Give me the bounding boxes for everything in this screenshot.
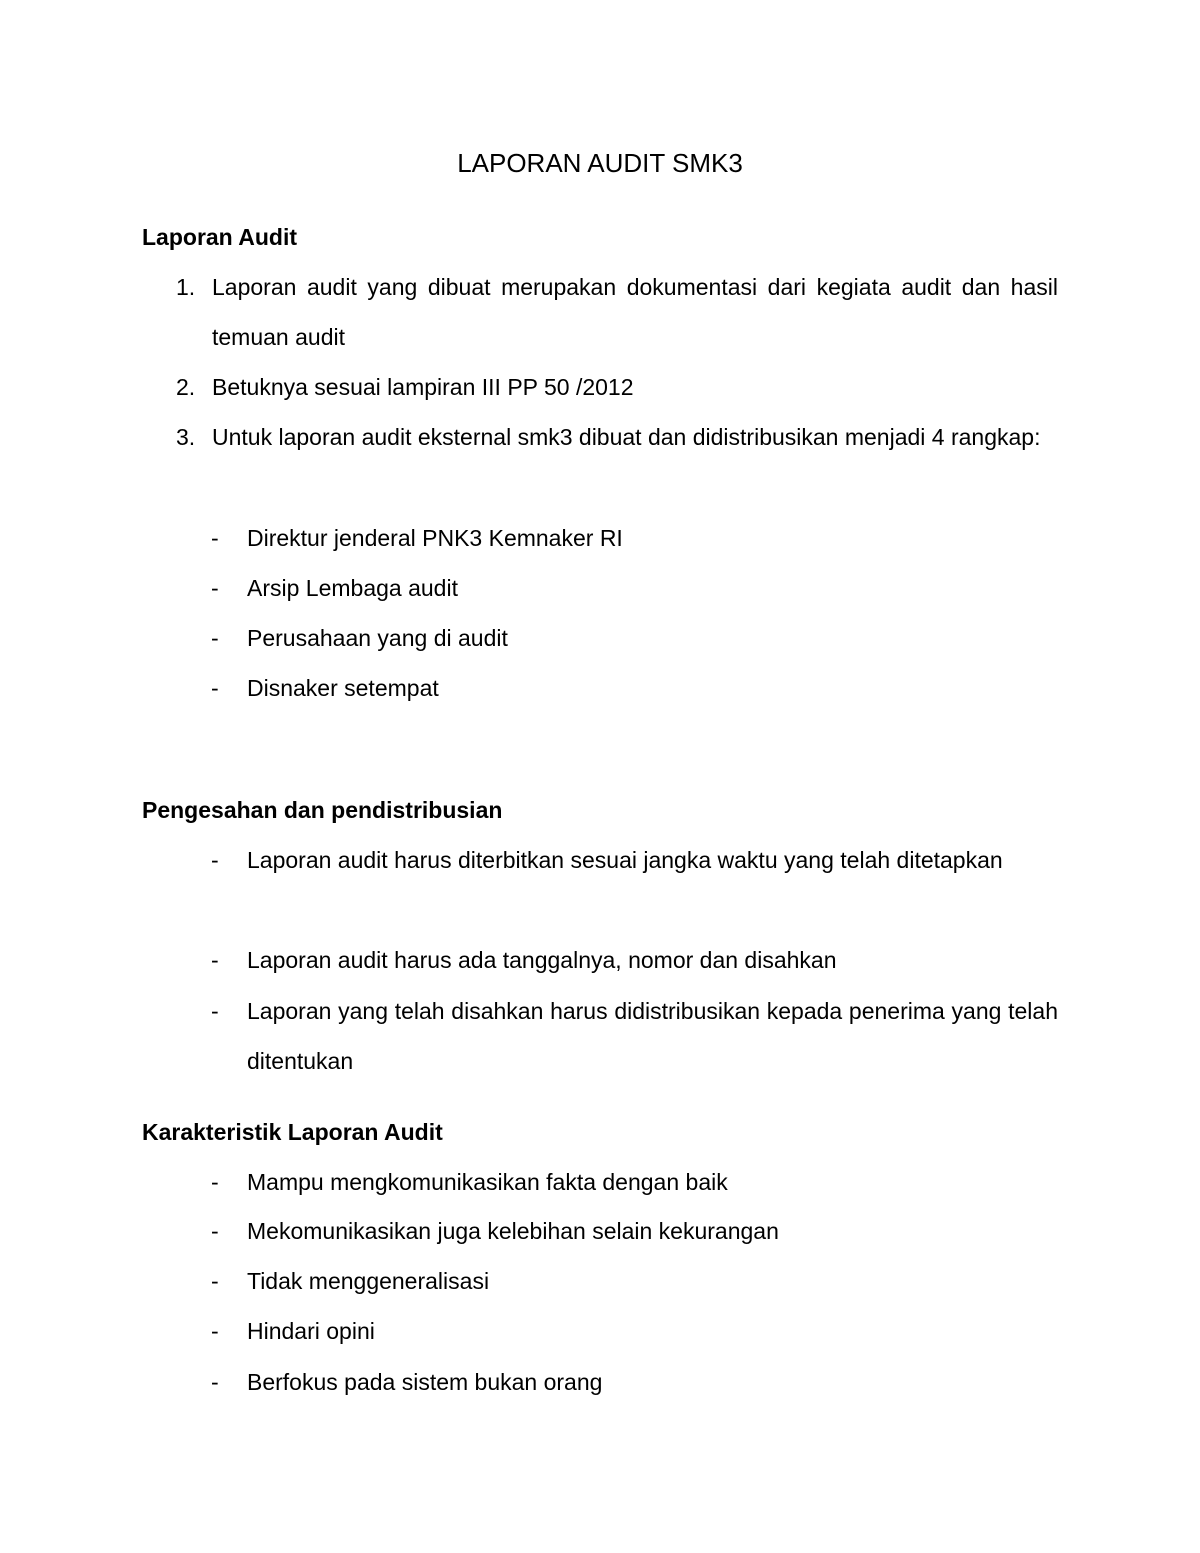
dash-bullet: - xyxy=(211,525,219,551)
bullet-text: Mampu mengkomunikasikan fakta dengan baik xyxy=(247,1169,728,1195)
list-item-text: Betuknya sesuai lampiran III PP 50 /2012 xyxy=(212,374,634,400)
bullet-text: Laporan audit harus ada tanggalnya, nomor dan disahkan xyxy=(247,947,837,973)
bullet-text: Perusahaan yang di audit xyxy=(247,625,508,651)
bullet-text: Mekomunikasikan juga kelebihan selain kekurangan xyxy=(247,1218,779,1244)
dash-bullet: - xyxy=(211,675,219,701)
dash-bullet: - xyxy=(211,947,219,973)
dash-bullet: - xyxy=(211,1218,219,1244)
dash-bullet: - xyxy=(211,625,219,651)
dash-bullet: - xyxy=(211,1268,219,1294)
bullet-text: Direktur jenderal PNK3 Kemnaker RI xyxy=(247,525,623,551)
bullet-text: Disnaker setempat xyxy=(247,675,439,701)
section-heading-karakteristik: Karakteristik Laporan Audit xyxy=(142,1119,443,1145)
bullet-text: Laporan audit harus diterbitkan sesuai jangka waktu yang telah ditetapkan xyxy=(247,847,1003,873)
bullet-text: Laporan yang telah disahkan harus didistribusikan kepada penerima yang telah ditentukan xyxy=(247,998,1058,1074)
dash-bullet: - xyxy=(211,1369,219,1395)
list-item-text: Laporan audit yang dibuat merupakan dokumentasi dari kegiata audit dan hasil temuan audit xyxy=(212,274,1058,350)
dash-bullet: - xyxy=(211,847,219,873)
bullet-text: Tidak menggeneralisasi xyxy=(247,1268,490,1294)
dash-bullet: - xyxy=(211,998,219,1024)
section-heading-laporan-audit: Laporan Audit xyxy=(142,224,298,250)
bullet-text: Arsip Lembaga audit xyxy=(247,575,458,601)
document-title: LAPORAN AUDIT SMK3 xyxy=(457,148,743,178)
bullet-text: Hindari opini xyxy=(247,1318,375,1344)
list-number: 1. xyxy=(176,274,196,300)
bullet-text: Berfokus pada sistem bukan orang xyxy=(247,1369,603,1395)
list-item-text: Untuk laporan audit eksternal smk3 dibuat dan didistribusikan menjadi 4 rangkap: xyxy=(212,424,1041,450)
list-number: 2. xyxy=(176,374,196,400)
dash-bullet: - xyxy=(211,575,219,601)
dash-bullet: - xyxy=(211,1318,219,1344)
dash-bullet: - xyxy=(211,1169,219,1195)
list-number: 3. xyxy=(176,424,196,450)
section-heading-pengesahan: Pengesahan dan pendistribusian xyxy=(142,797,503,823)
